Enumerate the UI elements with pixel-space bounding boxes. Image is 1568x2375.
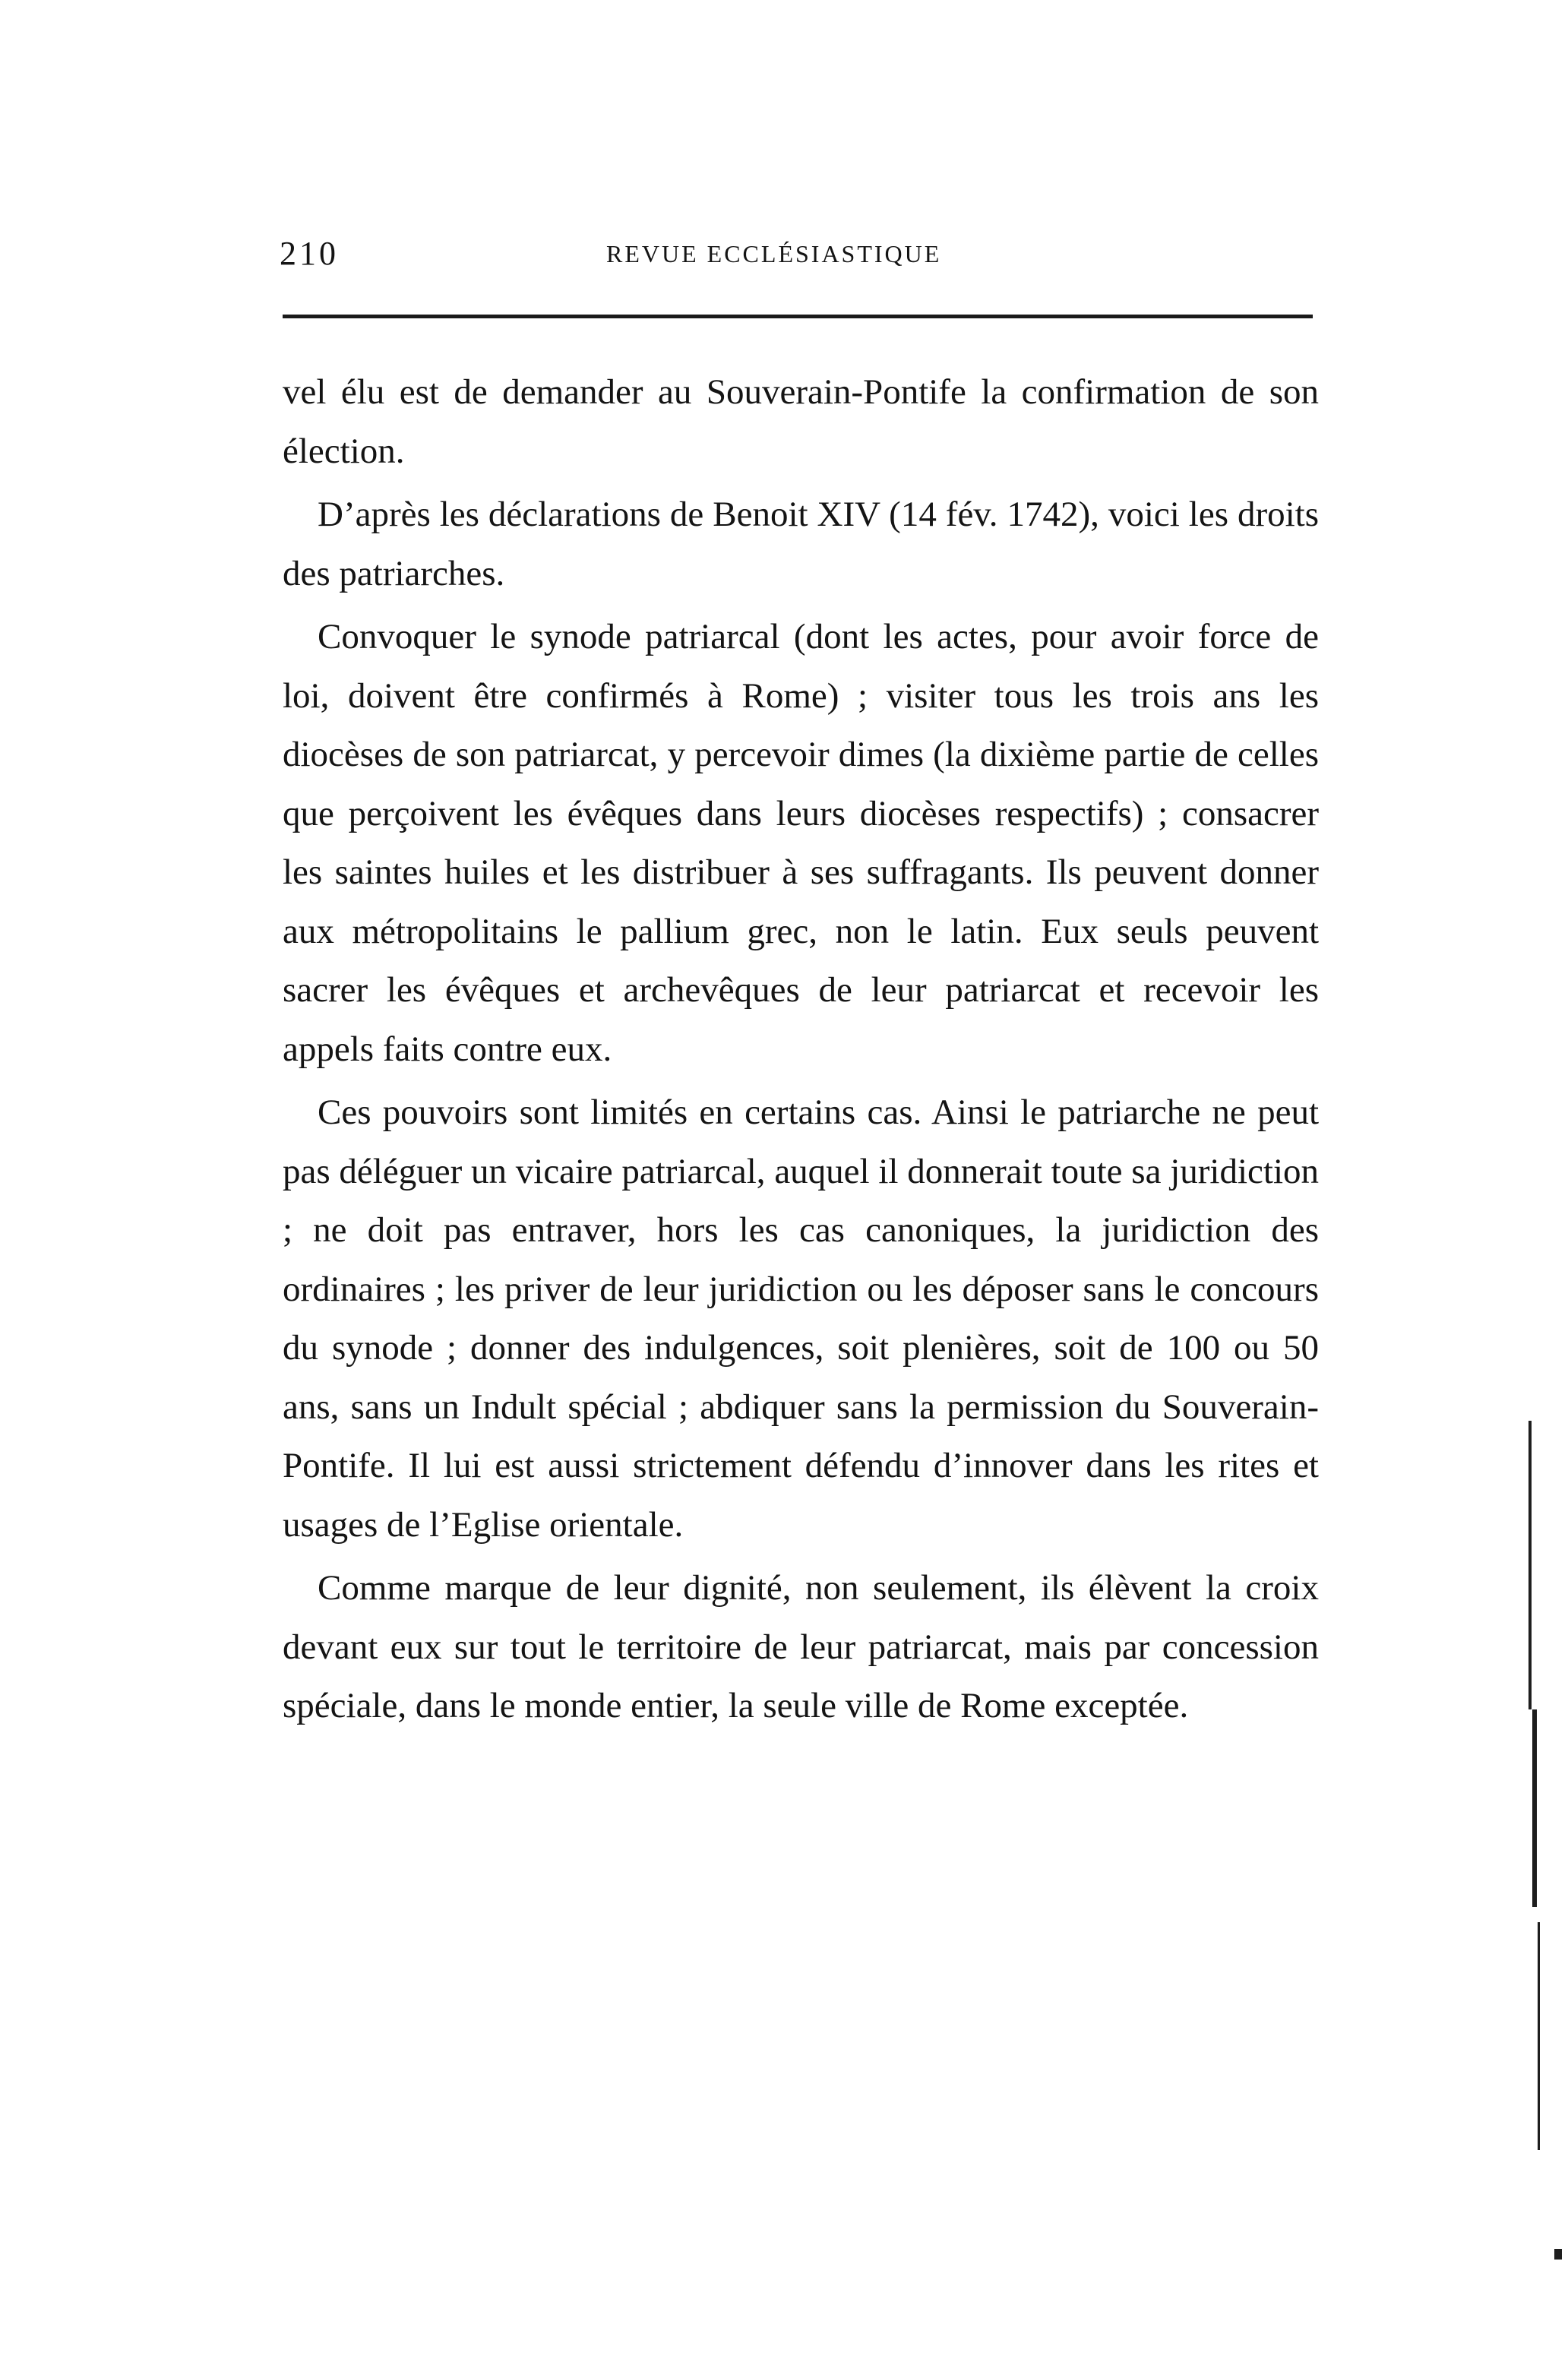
paragraph-dignity: Comme marque de leur dignité, non seulement, ils élèvent la croix devant eux sur tout le territoire de leur patriarcat, mais par concession spéciale, dans le monde entier, la seule ville de Rome exceptée. (283, 1568, 1319, 1725)
paragraph-declarations: D’après les déclarations de Benoit XIV (14 fév. 1742), voici les droits des patriarches. (283, 495, 1319, 593)
body-text (283, 363, 1319, 1736)
header-rule (283, 315, 1313, 318)
scan-edge-mark (1528, 1421, 1532, 1709)
page-header (280, 234, 1313, 280)
page-number: 210 (280, 235, 339, 272)
paragraph-rights: Convoquer le synode patriarcal (dont les actes, pour avoir force de loi, doivent être confirmés à Rome) ; visiter tous les trois ans les diocèses de son patriarcat, y percevoir dimes (la dixième partie de celles que perçoivent les évêques dans leurs diocèses respectifs) ; consacrer les saintes huiles et les distribuer à ses suffragants. Ils peuvent donner aux métropolitains le pallium grec, non le latin. Eux seuls peuvent sacrer les évêques et archevêques de leur patriarcat et recevoir les appels faits contre eux. (283, 617, 1319, 1069)
paragraph-limits: Ces pouvoirs sont limités en certains cas. Ainsi le patriarche ne peut pas déléguer un vicaire patriarcal, auquel il donnerait toute sa juridiction ; ne doit pas entraver, hors les cas canoniques, la juridiction des ordinaires ; les priver de leur juridiction ou les déposer sans le concours du synode ; donner des indulgences, soit plenières, soit de 100 ou 50 ans, sans un Indult spécial ; abdiquer sans la permission du Souverain-Pontife. Il lui est aussi strictement défendu d’innover dans les rites et usages de l’Eglise orientale. (283, 1093, 1319, 1545)
scan-edge-mark (1532, 1709, 1537, 1907)
scan-speck (1554, 2249, 1562, 2260)
running-title: REVUE ECCLÉSIASTIQUE (606, 240, 942, 267)
paragraph-continuation: vel élu est de demander au Souverain-Pontife la confirmation de son élection. (283, 372, 1319, 471)
scan-edge-mark (1538, 1922, 1540, 2150)
